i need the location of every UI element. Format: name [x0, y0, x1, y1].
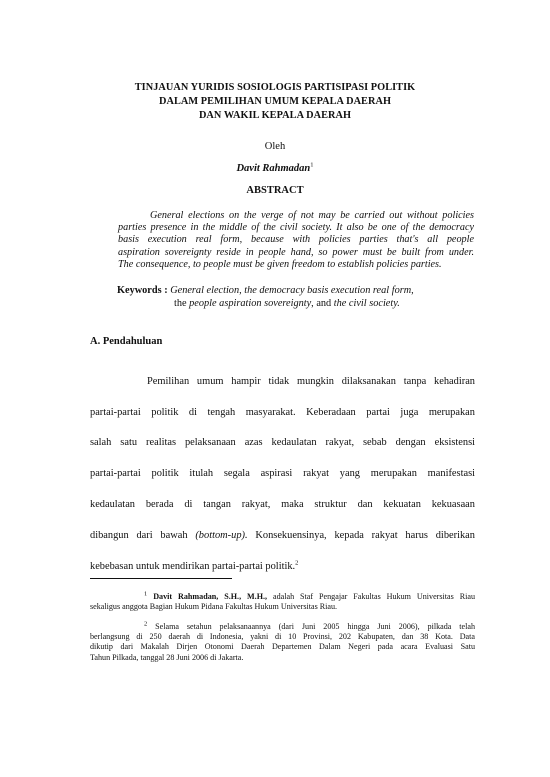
footnote-mark: 2 — [144, 620, 148, 628]
author-footnote-mark: 1 — [310, 161, 314, 169]
keywords-part: the civil society. — [333, 298, 400, 309]
title-line-1: TINJAUAN YURIDIS SOSIOLOGIS PARTISIPASI POLITIK — [134, 82, 416, 93]
abstract-heading: ABSTRACT — [246, 185, 304, 196]
body-text: kebebasan untuk mendirikan partai-partai politik. — [90, 561, 296, 572]
keywords-line-2 — [174, 298, 400, 309]
abstract-line: aspiration sovereignty reside in people hand, so power must be built from under. — [118, 246, 474, 258]
footnote-separator — [90, 578, 232, 579]
footnote-text: adalah Staf Pengajar Fakultas Hukum Universitas Riau — [267, 592, 475, 601]
footnote-line — [90, 592, 475, 602]
section-heading: A. Pendahuluan — [90, 336, 163, 347]
footnote-line: sekaligus anggota Bagian Hukum Pidana Fakultas Hukum Universitas Riau. — [90, 602, 338, 612]
body-line: partai-partai politik di tengah masyarakat. Keberadaan partai juga merupakan — [90, 407, 475, 418]
body-line — [90, 530, 475, 541]
footnote-author: Davit Rahmadan, S.H., M.H., — [153, 592, 268, 601]
body-line — [90, 561, 298, 572]
title-line-3: DAN WAKIL KEPALA DAERAH — [198, 110, 352, 121]
keywords-text-1: General election, the democracy basis execution real form, — [170, 285, 414, 296]
author-name: Davit Rahmadan — [236, 163, 311, 174]
oleh-label: Oleh — [264, 141, 286, 152]
footnote-1 — [90, 592, 475, 612]
title-line-2: DALAM PEMILIHAN UMUM KEPALA DAERAH — [158, 96, 392, 107]
footnote-mark: 1 — [144, 590, 148, 598]
keywords-line-1 — [117, 285, 414, 296]
body-line: salah satu realitas pelaksanaan azas kedaulatan rakyat, sebab dengan eksistensi — [90, 437, 475, 448]
abstract-line: parties presence in the middle of the civil society. It also be one of the democracy — [118, 222, 474, 234]
abstract-body — [118, 210, 474, 271]
abstract-line: The consequence, to people must be given freedom to establish policies parties. — [118, 258, 442, 270]
footnote-line: dikutip dari Makalah Dirjen Otonomi Daerah Departemen Dalam Negeri pada acara Evaluasi Satu — [90, 642, 475, 652]
body-text: dibangun dari bawah — [90, 530, 196, 541]
body-italic: (bottom-up). — [195, 530, 248, 541]
footnote-text: Selama setahun pelaksanaannya (dari Juni 2005 hingga Juni 2006), pilkada telah — [155, 622, 476, 631]
body-text: Konsekuensinya, kepada rakyat harus diberikan — [247, 530, 475, 541]
footnote-line: Tahun Pilkada, tanggal 28 Juni 2006 di Jakarta. — [90, 652, 244, 662]
abstract-line: General elections on the verge of not may be carried out without policies — [150, 210, 474, 221]
abstract-line: basis execution real form, because with policies parties that's all people — [118, 234, 474, 246]
body-line: Pemilihan umum hampir tidak mungkin dilaksanakan tanpa kehadiran — [147, 376, 475, 387]
body-footnote-mark: 2 — [295, 559, 299, 567]
footnote-2 — [90, 622, 475, 663]
keywords-part: , and — [311, 298, 334, 309]
footnote-line: berlangsung di 250 daerah di Indonesia, yakni di 10 Provinsi, 202 Kabupaten, dan 38 Kota. Data — [90, 632, 475, 642]
keywords-part: people aspiration sovereignty — [189, 298, 312, 309]
body-line: kedaulatan berada di tangan rakyat, maka struktur dan kekuatan kekuasaan — [90, 499, 475, 510]
body-line: partai-partai politik itulah segala aspirasi rakyat yang merupakan manifestasi — [90, 468, 475, 479]
footnote-line — [90, 622, 475, 632]
author-line — [0, 163, 550, 174]
keywords-part: the — [174, 298, 190, 309]
keywords-label: Keywords : — [117, 285, 168, 296]
